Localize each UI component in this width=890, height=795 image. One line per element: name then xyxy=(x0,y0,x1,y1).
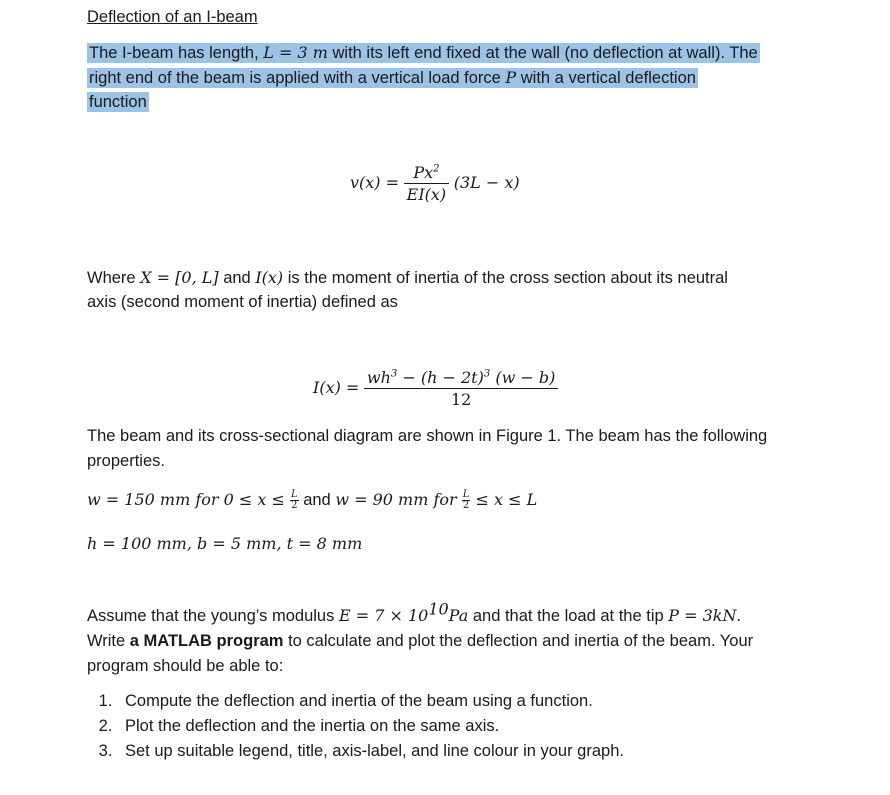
intro-line-2 xyxy=(87,68,698,88)
assume-line-2: Write a MATLAB program to calculate and plot the deflection and inertia of the beam. Your xyxy=(87,632,754,650)
task-item: 3. Set up suitable legend, title, axis-label, and line colour in your graph. xyxy=(117,740,877,762)
beam-paragraph-line-1: The beam and its cross-sectional diagram are shown in Figure 1. The beam has the following xyxy=(87,427,768,445)
intro-highlight-3: function xyxy=(89,93,147,111)
properties-line-2: h = 100 mm, b = 5 mm, t = 8 mm xyxy=(87,534,363,553)
task-item: 2. Plot the deflection and the inertia on the same axis. xyxy=(117,715,877,737)
page-title: Deflection of an I-beam xyxy=(87,8,258,26)
properties-line-1: w = 150 mm for 0 ≤ x ≤ $\frac{L}{2}$ and w = 90 mm for $\frac{L}{2}$ ≤ x ≤ L xyxy=(87,489,538,512)
deflection-fraction: $\frac{Px^2}{EI(x)}$ xyxy=(404,163,450,204)
where-line-1: Where X = [0, L] and I(x) is the moment of inertia of the cross section about its neutral xyxy=(87,268,728,287)
task-list xyxy=(87,690,877,765)
assume-line-1: Assume that the young’s modulus $E = 7 \times 10^{10}Pa$ and that the load at the tip P = 3kN. xyxy=(87,599,742,625)
where-line-2: axis (second moment of inertia) defined as xyxy=(87,293,398,311)
intro-line-3 xyxy=(87,93,149,112)
assume-line-3: program should be able to: xyxy=(87,657,284,675)
intro-line-1 xyxy=(87,43,760,63)
deflection-equation: v(x) = $\frac{Px^2}{EI(x)}$ (3L − x) xyxy=(350,163,520,204)
inertia-fraction: $\frac{wh^3 - (h - 2t)^3 (w - b)}{12}$ xyxy=(364,368,558,409)
inertia-equation: I(x) = $\frac{wh^3 - (h - 2t)^3 (w - b)}{12}$ xyxy=(313,368,558,409)
intro-highlight-2: right end of the beam is applied with a vertical load force P with a vertical deflection xyxy=(89,68,696,87)
task-item: 1. Compute the deflection and inertia of the beam using a function. xyxy=(117,690,877,712)
intro-highlight-1: The I-beam has length, L = 3 m with its left end fixed at the wall (no deflection at wall). The xyxy=(89,43,758,62)
fraction-l-over-2: $\frac{L}{2}$ xyxy=(462,489,470,512)
beam-paragraph-line-2: properties. xyxy=(87,452,165,470)
fraction-l-over-2: $\frac{L}{2}$ xyxy=(290,489,298,512)
